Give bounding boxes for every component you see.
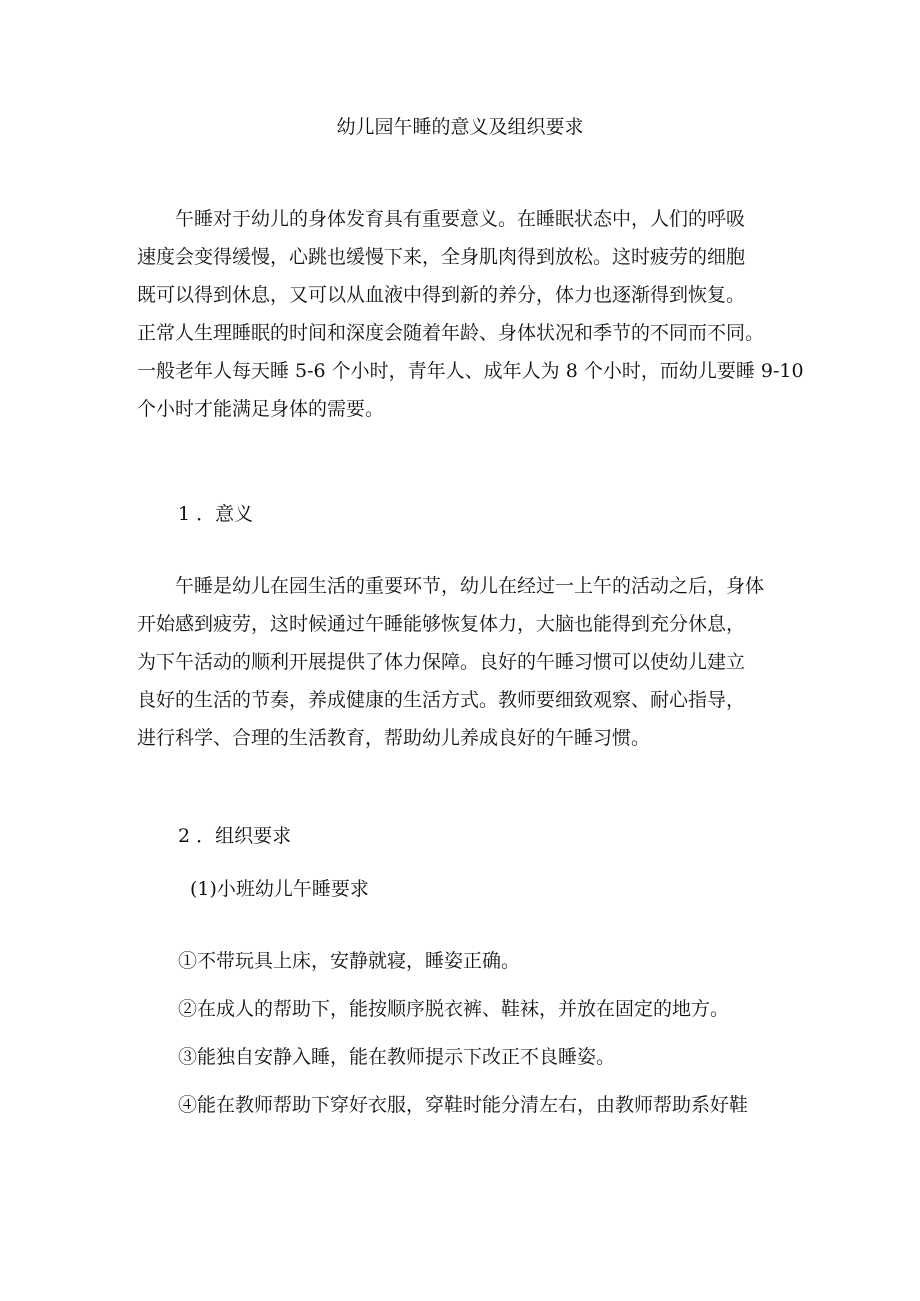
intro-line: 午睡对于幼儿的身体发育具有重要意义。在睡眠状态中，人们的呼吸	[137, 208, 746, 230]
requirements-list	[178, 942, 818, 1134]
requirement-item: ③能独自安静入睡，能在教师提示下改正不良睡姿。	[178, 1046, 616, 1068]
meaning-line: 开始感到疲劳，这时候通过午睡能够恢复体力，大脑也能得到充分休息，	[137, 613, 746, 635]
intro-line: 个小时才能满足身体的需要。	[137, 398, 385, 420]
subsection-heading-small-class: (1)小班幼儿午睡要求	[190, 878, 369, 900]
meaning-line: 为下午活动的顺利开展提供了体力保障。良好的午睡习惯可以使幼儿建立	[137, 651, 746, 673]
section-heading-meaning: 1 ．意义	[178, 503, 254, 525]
meaning-paragraph	[137, 567, 797, 757]
section-heading-requirements: 2 ．组织要求	[178, 825, 292, 847]
meaning-line: 进行科学、合理的生活教育，帮助幼儿养成良好的午睡习惯。	[137, 727, 651, 749]
meaning-line: 良好的生活的节奏，养成健康的生活方式。教师要细致观察、耐心指导，	[137, 689, 746, 711]
intro-line: 速度会变得缓慢，心跳也缓慢下来，全身肌肉得到放松。这时疲劳的细胞	[137, 246, 746, 268]
requirement-item: ④能在教师帮助下穿好衣服，穿鞋时能分清左右，由教师帮助系好鞋	[178, 1094, 749, 1116]
document-title: 幼儿园午睡的意义及组织要求	[336, 116, 584, 138]
intro-paragraph	[137, 200, 804, 428]
requirement-item: ②在成人的帮助下，能按顺序脱衣裤、鞋袜，并放在固定的地方。	[178, 998, 730, 1020]
requirement-item: ①不带玩具上床，安静就寝，睡姿正确。	[178, 950, 521, 972]
intro-line: 既可以得到休息，又可以从血液中得到新的养分，体力也逐渐得到恢复。	[137, 284, 746, 306]
intro-line: 一般老年人每天睡 5-6 个小时，青年人、成年人为 8 个小时，而幼儿要睡 9-10	[137, 360, 804, 382]
meaning-line: 午睡是幼儿在园生活的重要环节，幼儿在经过一上午的活动之后，身体	[137, 575, 765, 597]
intro-line: 正常人生理睡眠的时间和深度会随着年龄、身体状况和季节的不同而不同。	[137, 322, 765, 344]
